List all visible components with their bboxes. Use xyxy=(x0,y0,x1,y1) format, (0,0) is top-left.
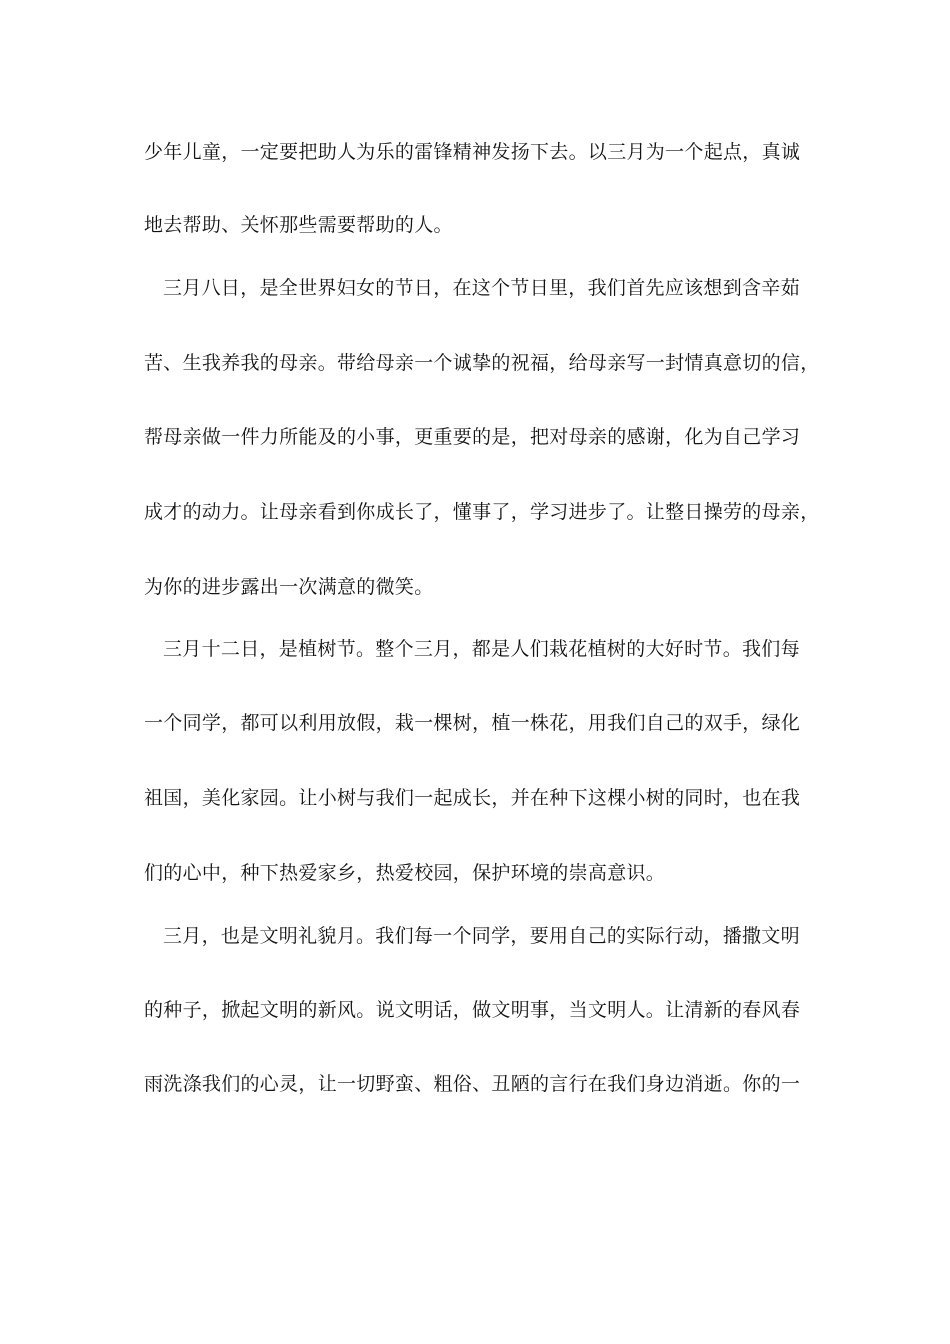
text-line: 帮母亲做一件力所能及的小事，更重要的是，把对母亲的感谢，化为自己学习 xyxy=(144,426,801,448)
paragraph-first-line: 三月八日，是全世界妇女的节日，在这个节日里，我们首先应该想到含辛茹 xyxy=(163,277,800,299)
text-line: 祖国，美化家园。让小树与我们一起成长，并在种下这棵小树的同时，也在我 xyxy=(144,787,801,809)
text-line: 一个同学，都可以利用放假，栽一棵树，植一株花，用我们自己的双手，绿化 xyxy=(144,712,801,734)
text-line: 们的心中，种下热爱家乡，热爱校园，保护环境的崇高意识。 xyxy=(144,862,666,884)
text-line: 的种子，掀起文明的新风。说文明话，做文明事，当文明人。让清新的春风春 xyxy=(144,999,801,1021)
paragraph-first-line: 三月，也是文明礼貌月。我们每一个同学，要用自己的实际行动，播撒文明 xyxy=(163,925,800,947)
text-line: 雨洗涤我们的心灵，让一切野蛮、粗俗、丑陋的言行在我们身边消逝。你的一 xyxy=(144,1073,801,1095)
text-line: 地去帮助、关怀那些需要帮助的人。 xyxy=(144,214,453,236)
text-line: 少年儿童，一定要把助人为乐的雷锋精神发扬下去。以三月为一个起点，真诚 xyxy=(144,141,801,163)
text-line: 为你的进步露出一次满意的微笑。 xyxy=(144,576,434,598)
paragraph-first-line: 三月十二日，是植树节。整个三月，都是人们栽花植树的大好时节。我们每 xyxy=(163,638,800,660)
text-line: 苦、生我养我的母亲。带给母亲一个诚挚的祝福，给母亲写一封情真意切的信， xyxy=(144,352,820,374)
text-line: 成才的动力。让母亲看到你成长了，懂事了，学习进步了。让整日操劳的母亲， xyxy=(144,501,820,523)
